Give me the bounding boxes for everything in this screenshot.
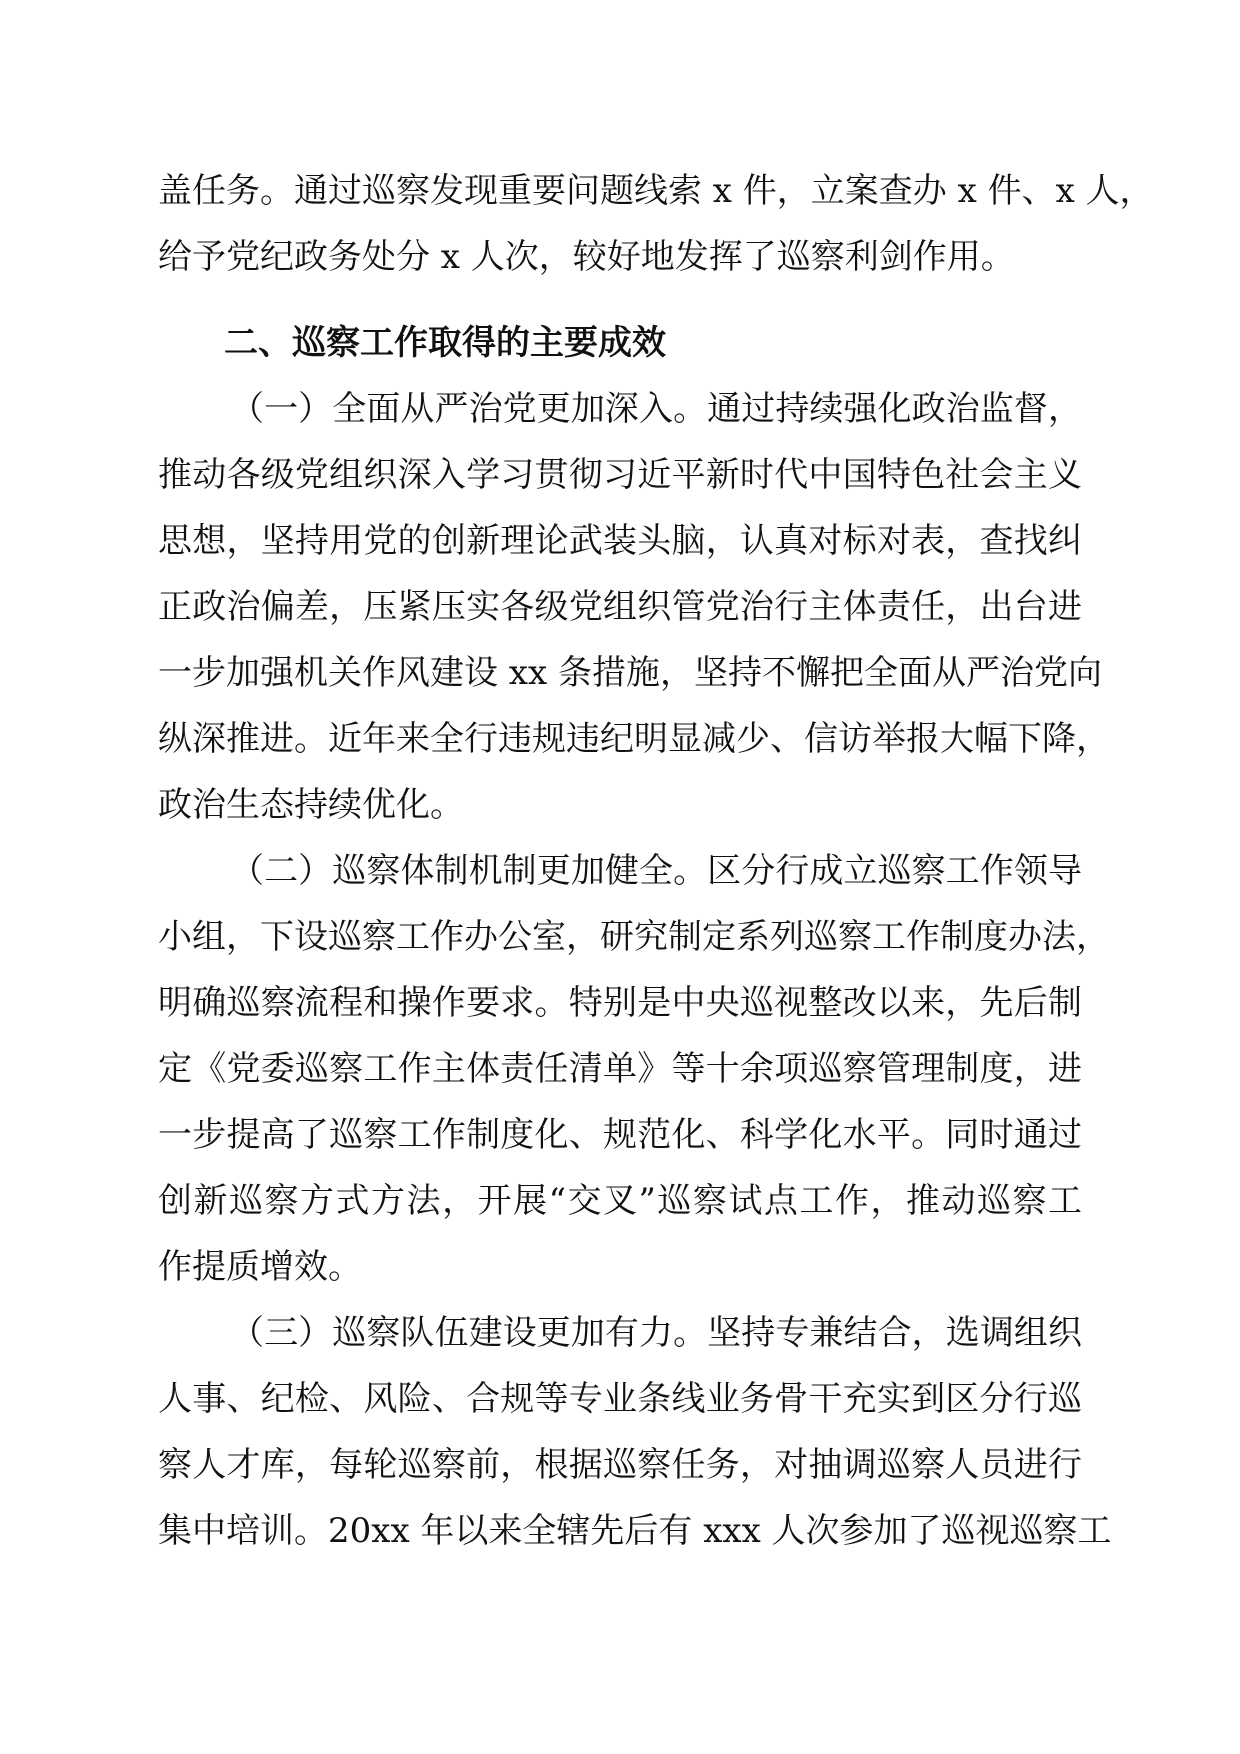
paragraph-3-line-2: 人事、纪检、风险、合规等专业条线业务骨干充实到区分行巡 [158, 1379, 1082, 1419]
paragraph-2-line-1: （二）巡察体制机制更加健全。区分行成立巡察工作领导 [230, 851, 1082, 891]
paragraph-2-line-2: 小组，下设巡察工作办公室，研究制定系列巡察工作制度办法， [158, 917, 1110, 957]
paragraph-2-line-5: 一步提高了巡察工作制度化、规范化、科学化水平。同时通过 [158, 1115, 1082, 1155]
paragraph-2-line-4: 定《党委巡察工作主体责任清单》等十余项巡察管理制度，进 [158, 1049, 1082, 1089]
paragraph-3-line-4: 集中培训。20xx 年以来全辖先后有 xxx 人次参加了巡视巡察工 [158, 1511, 1112, 1551]
paragraph-2-line-6: 创新巡察方式方法，开展“交叉”巡察试点工作，推动巡察工 [158, 1181, 1082, 1221]
paragraph-1-line-1: （一）全面从严治党更加深入。通过持续强化政治监督， [230, 389, 1082, 429]
paragraph-1-line-7: 政治生态持续优化。 [158, 785, 464, 825]
paragraph-1-line-6: 纵深推进。近年来全行违规违纪明显减少、信访举报大幅下降， [158, 719, 1110, 759]
paragraph-3-line-1: （三）巡察队伍建设更加有力。坚持专兼结合，选调组织 [230, 1313, 1082, 1353]
paragraph-3-line-3: 察人才库，每轮巡察前，根据巡察任务，对抽调巡察人员进行 [158, 1445, 1082, 1485]
top-paragraph-line-2: 给予党纪政务处分 x 人次，较好地发挥了巡察利剑作用。 [158, 237, 1015, 277]
paragraph-2-line-3: 明确巡察流程和操作要求。特别是中央巡视整改以来，先后制 [158, 983, 1082, 1023]
paragraph-1-line-3: 思想，坚持用党的创新理论武装头脑，认真对标对表，查找纠 [158, 521, 1082, 561]
section-heading: 二、巡察工作取得的主要成效 [224, 323, 666, 363]
paragraph-2-line-7: 作提质增效。 [158, 1247, 362, 1287]
paragraph-1-line-5: 一步加强机关作风建设 xx 条措施，坚持不懈把全面从严治党向 [158, 653, 1102, 693]
paragraph-1-line-2: 推动各级党组织深入学习贯彻习近平新时代中国特色社会主义 [158, 455, 1082, 495]
paragraph-1-line-4: 正政治偏差，压紧压实各级党组织管党治行主体责任，出台进 [158, 587, 1082, 627]
top-paragraph-line-1: 盖任务。通过巡察发现重要问题线索 x 件，立案查办 x 件、x 人， [158, 171, 1154, 211]
